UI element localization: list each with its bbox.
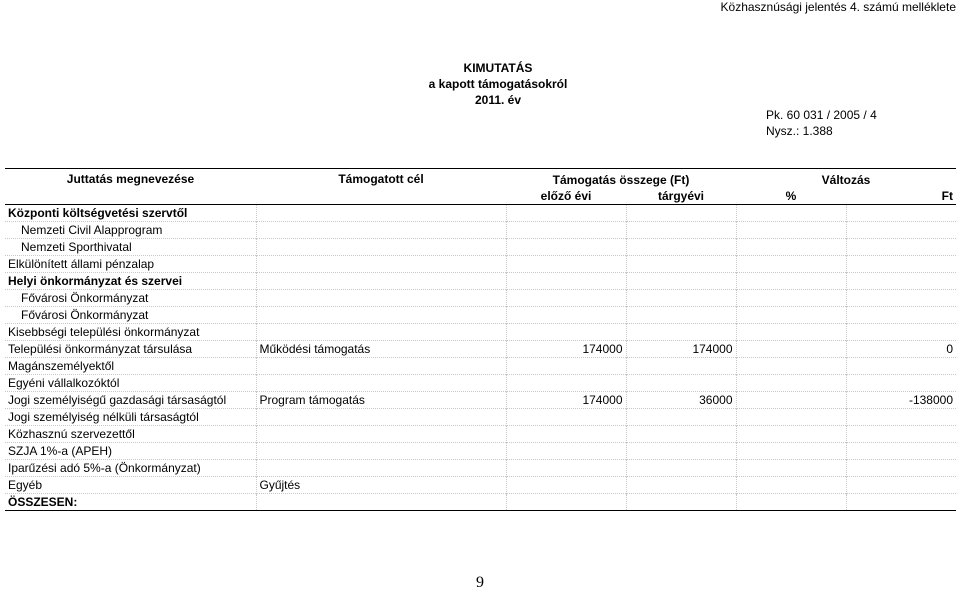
row-prev: [506, 375, 626, 392]
title-line-2: a kapott támogatásokról: [428, 77, 568, 91]
row-curr: [626, 222, 736, 239]
row-name: Kisebbségi települési önkormányzat: [5, 324, 256, 341]
row-curr: [626, 273, 736, 290]
table-row: [5, 273, 956, 290]
row-ft: [846, 239, 956, 256]
row-prev: [506, 409, 626, 426]
row-ft: [846, 443, 956, 460]
row-curr: [626, 205, 736, 222]
table-row: [5, 222, 956, 239]
row-curr: 174000: [626, 341, 736, 358]
row-ft: -138000: [908, 393, 953, 407]
col-header-amount: Támogatás összege (Ft): [506, 169, 736, 189]
row-prev: [506, 460, 626, 477]
row-purpose: [256, 375, 506, 392]
row-pct: [736, 239, 846, 256]
row-purpose: [256, 409, 506, 426]
row-ft: [846, 307, 956, 324]
row-ft: [846, 222, 956, 239]
table-row: [5, 460, 956, 477]
table-row: [5, 426, 956, 443]
row-pct: [736, 375, 846, 392]
row-prev: [506, 426, 626, 443]
row-curr: [626, 460, 736, 477]
nysz-number: Nysz.: 1.388: [766, 124, 833, 138]
row-purpose: [256, 324, 506, 341]
row-name: Nemzeti Civil Alapprogram: [5, 222, 256, 239]
row-pct: [736, 443, 846, 460]
row-prev: [506, 256, 626, 273]
row-curr: [626, 324, 736, 341]
row-pct: [736, 358, 846, 375]
row-name: Egyéni vállalkozóktól: [5, 375, 256, 392]
table-row: [5, 443, 956, 460]
col-header-prev: előző évi: [540, 189, 592, 203]
table-row: [5, 256, 956, 273]
row-name: SZJA 1%-a (APEH): [5, 443, 256, 460]
row-name: Jogi személyiségű gazdasági társaságtól: [5, 392, 256, 409]
row-curr: [626, 409, 736, 426]
title-line-1: KIMUTATÁS: [463, 61, 533, 75]
row-prev: [506, 358, 626, 375]
row-prev: 174000: [506, 341, 626, 358]
registration-ref: [766, 107, 877, 139]
row-purpose: [256, 239, 506, 256]
row-curr: [626, 477, 736, 494]
row-curr: [626, 426, 736, 443]
row-purpose: [256, 460, 506, 477]
row-curr: [626, 494, 736, 511]
row-curr: [626, 443, 736, 460]
total-row: [5, 494, 956, 511]
table-row: [5, 239, 956, 256]
row-pct: [736, 205, 846, 222]
title-line-3: 2011. év: [474, 93, 522, 107]
row-pct: [736, 477, 846, 494]
row-prev: [506, 477, 626, 494]
row-pct: [736, 256, 846, 273]
row-prev: [506, 324, 626, 341]
row-ft: [846, 290, 956, 307]
pk-number: Pk. 60 031 / 2005 / 4: [766, 108, 877, 122]
row-prev: [506, 307, 626, 324]
row-purpose: Program támogatás: [256, 392, 506, 409]
row-pct: [736, 324, 846, 341]
row-prev: [506, 290, 626, 307]
row-purpose: [256, 307, 506, 324]
page-number: 9: [476, 574, 484, 591]
row-name: Központi költségvetési szervtől: [5, 205, 256, 222]
row-ft: [846, 426, 956, 443]
row-ft: [846, 273, 956, 290]
row-name: Települési önkormányzat társulása: [5, 341, 256, 358]
row-name: Jogi személyiség nélküli társaságtól: [5, 409, 256, 426]
header-row-1: [5, 169, 956, 189]
row-purpose: [256, 290, 506, 307]
row-ft: [846, 205, 956, 222]
table-row: [5, 392, 956, 409]
row-name: Fővárosi Önkormányzat: [5, 307, 256, 324]
row-curr: [626, 239, 736, 256]
row-prev: [506, 239, 626, 256]
row-ft: 0: [946, 342, 953, 356]
row-prev: 174000: [506, 392, 626, 409]
row-purpose: [256, 494, 506, 511]
row-purpose: [256, 443, 506, 460]
row-curr: [626, 358, 736, 375]
row-curr: [626, 375, 736, 392]
row-name: Elkülönített állami pénzalap: [5, 256, 256, 273]
row-name: Helyi önkormányzat és szervei: [5, 273, 256, 290]
row-prev: [506, 494, 626, 511]
row-ft: [846, 324, 956, 341]
row-purpose: Működési támogatás: [256, 341, 506, 358]
row-pct: [736, 273, 846, 290]
row-purpose: [256, 256, 506, 273]
row-name: Fővárosi Önkormányzat: [5, 290, 256, 307]
row-pct: [736, 494, 846, 511]
row-name: Nemzeti Sporthivatal: [5, 239, 256, 256]
row-purpose: [256, 426, 506, 443]
table-row: [5, 341, 956, 358]
report-title: [0, 60, 960, 108]
row-pct: [736, 426, 846, 443]
row-prev: [506, 273, 626, 290]
table-row: [5, 477, 956, 494]
row-purpose: [256, 273, 506, 290]
row-purpose: [256, 222, 506, 239]
table-row: [5, 307, 956, 324]
row-pct: [736, 460, 846, 477]
row-curr: 36000: [626, 392, 736, 409]
table-row: [5, 205, 956, 222]
col-header-ft: Ft: [941, 189, 953, 203]
table-row: [5, 409, 956, 426]
row-pct: [736, 409, 846, 426]
row-ft: [846, 375, 956, 392]
row-ft: [846, 256, 956, 273]
row-ft: [846, 358, 956, 375]
row-name: Közhasznú szervezettől: [5, 426, 256, 443]
col-header-pct: %: [785, 189, 797, 203]
col-header-name: Juttatás megnevezése: [5, 169, 256, 205]
row-name: Iparűzési adó 5%-a (Önkormányzat): [5, 460, 256, 477]
row-prev: [506, 205, 626, 222]
col-header-purpose: Támogatott cél: [256, 169, 506, 205]
table-row: [5, 375, 956, 392]
row-ft: [846, 477, 956, 494]
row-name: Magánszemélyektől: [5, 358, 256, 375]
row-pct: [736, 222, 846, 239]
row-ft: [846, 494, 956, 511]
annex-note: Közhasznúsági jelentés 4. számú melléklete: [720, 0, 956, 14]
row-name: Egyéb: [5, 477, 256, 494]
row-curr: [626, 307, 736, 324]
row-prev: [506, 222, 626, 239]
row-purpose: [256, 205, 506, 222]
col-header-change: Változás: [736, 169, 956, 189]
row-prev: [506, 443, 626, 460]
table-body: [5, 205, 956, 511]
table-row: [5, 324, 956, 341]
table-row: [5, 290, 956, 307]
table-row: [5, 358, 956, 375]
row-curr: [626, 256, 736, 273]
grants-table: [5, 168, 956, 511]
row-purpose: Gyűjtés: [256, 477, 506, 494]
row-curr: [626, 290, 736, 307]
row-pct: [736, 307, 846, 324]
row-pct: [736, 341, 846, 358]
col-header-curr: tárgyévi: [657, 189, 705, 203]
row-ft: [846, 460, 956, 477]
row-pct: [736, 290, 846, 307]
row-purpose: [256, 358, 506, 375]
row-ft: [846, 409, 956, 426]
row-name: ÖSSZESEN:: [5, 494, 256, 511]
row-pct: [736, 392, 846, 409]
